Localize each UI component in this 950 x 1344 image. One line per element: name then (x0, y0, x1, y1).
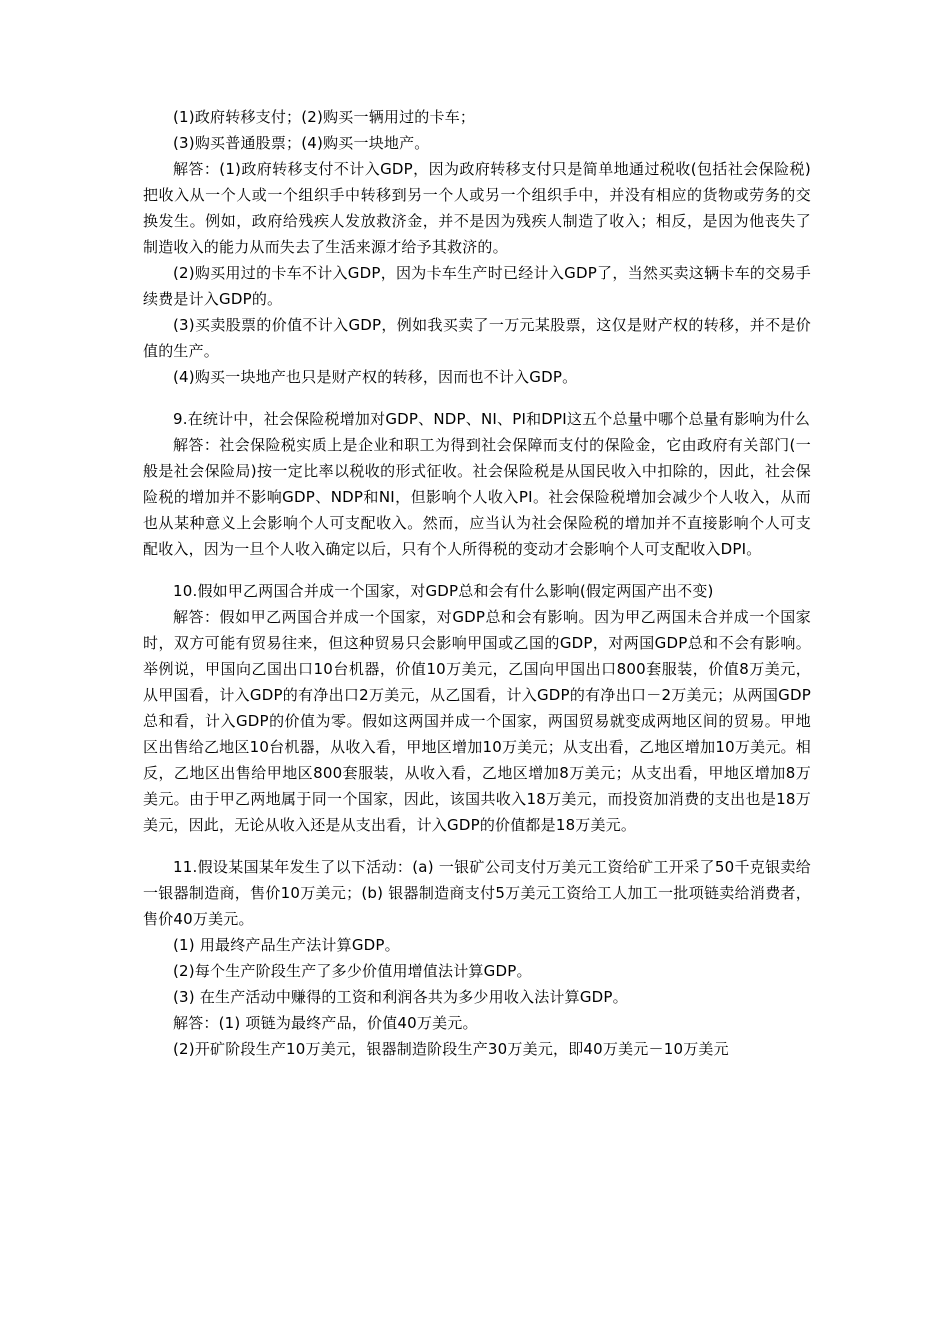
document-body (143, 104, 811, 1062)
answer-11-part-2: (2)开矿阶段生产10万美元，银器制造阶段生产30万美元，即40万美元－10万美元 (173, 1040, 729, 1058)
question-11-part-2: (2)每个生产阶段生产了多少价值用增值法计算GDP。 (173, 962, 532, 980)
answer-11-part-1: 解答：(1) 项链为最终产品，价值40万美元。 (173, 1014, 478, 1032)
paragraph-answer-8-2: (2)购买用过的卡车不计入GDP，因为卡车生产时已经计入GDP了，当然买卖这辆卡车的交易手续费是计入GDP的。 (143, 264, 811, 308)
question-10: 10.假如甲乙两国合并成一个国家，对GDP总和会有什么影响(假定两国产出不变) (173, 582, 714, 600)
question-11: 11.假设某国某年发生了以下活动：(a) 一银矿公司支付万美元工资给矿工开采了50千克银卖给一银器制造商，售价10万美元；(b) 银器制造商支付5万美元工资给工人加工一批项链卖给消费者，售价40万美元。 (143, 858, 811, 928)
answer-10: 解答：假如甲乙两国合并成一个国家，对GDP总和会有影响。因为甲乙两国未合并成一个国家时，双方可能有贸易往来，但这种贸易只会影响甲国或乙国的GDP，对两国GDP总和不会有影响。举例说，甲国向乙国出口10台机器，价值10万美元，乙国向甲国出口800套服装，价值8万美元，从甲国看，计入GDP的有净出口2万美元，从乙国看，计入GDP的有净出口－2万美元；从两国GDP总和看，计入GDP的价值为零。假如这两国并成一个国家，两国贸易就变成两地区间的贸易。甲地区出售给乙地区10台机器，从收入看，甲地区增加10万美元；从支出看，乙地区增加10万美元。相反，乙地区出售给甲地区800套服装，从收入看，乙地区增加8万美元；从支出看，甲地区增加8万美元。由于甲乙两地属于同一个国家，因此，该国共收入18万美元，而投资加消费的支出也是18万美元，因此，无论从收入还是从支出看，计入GDP的价值都是18万美元。 (143, 608, 811, 834)
paragraph-items-3-4: (3)购买普通股票；(4)购买一块地产。 (173, 134, 430, 152)
paragraph-answer-8-4: (4)购买一块地产也只是财产权的转移，因而也不计入GDP。 (173, 368, 578, 386)
question-11-part-3: (3) 在生产活动中赚得的工资和利润各共为多少用收入法计算GDP。 (173, 988, 628, 1006)
question-9: 9.在统计中，社会保险税增加对GDP、NDP、NI、PI和DPI这五个总量中哪个总量有影响为什么 (173, 410, 811, 428)
paragraph-items-1-2: (1)政府转移支付；(2)购买一辆用过的卡车； (173, 108, 476, 126)
paragraph-answer-8: 解答：(1)政府转移支付不计入GDP，因为政府转移支付只是简单地通过税收(包括社会保险税)把收入从一个人或一个组织手中转移到另一个人或另一个组织手中，并没有相应的货物或劳务的交换发生。例如，政府给残疾人发放救济金，并不是因为残疾人制造了收入；相反，是因为他丧失了制造收入的能力从而失去了生活来源才给予其救济的。 (143, 160, 811, 256)
question-11-part-1: (1) 用最终产品生产法计算GDP。 (173, 936, 400, 954)
answer-9: 解答：社会保险税实质上是企业和职工为得到社会保障而支付的保险金，它由政府有关部门(一般是社会保险局)按一定比率以税收的形式征收。社会保险税是从国民收入中扣除的，因此，社会保险税的增加并不影响GDP、NDP和NI，但影响个人收入PI。社会保险税增加会减少个人收入，从而也从某种意义上会影响个人可支配收入。然而，应当认为社会保险税的增加并不直接影响个人可支配收入，因为一旦个人收入确定以后，只有个人所得税的变动才会影响个人可支配收入DPI。 (143, 436, 811, 558)
paragraph-answer-8-3: (3)买卖股票的价值不计入GDP，例如我买卖了一万元某股票，这仅是财产权的转移，并不是价值的生产。 (143, 316, 811, 360)
